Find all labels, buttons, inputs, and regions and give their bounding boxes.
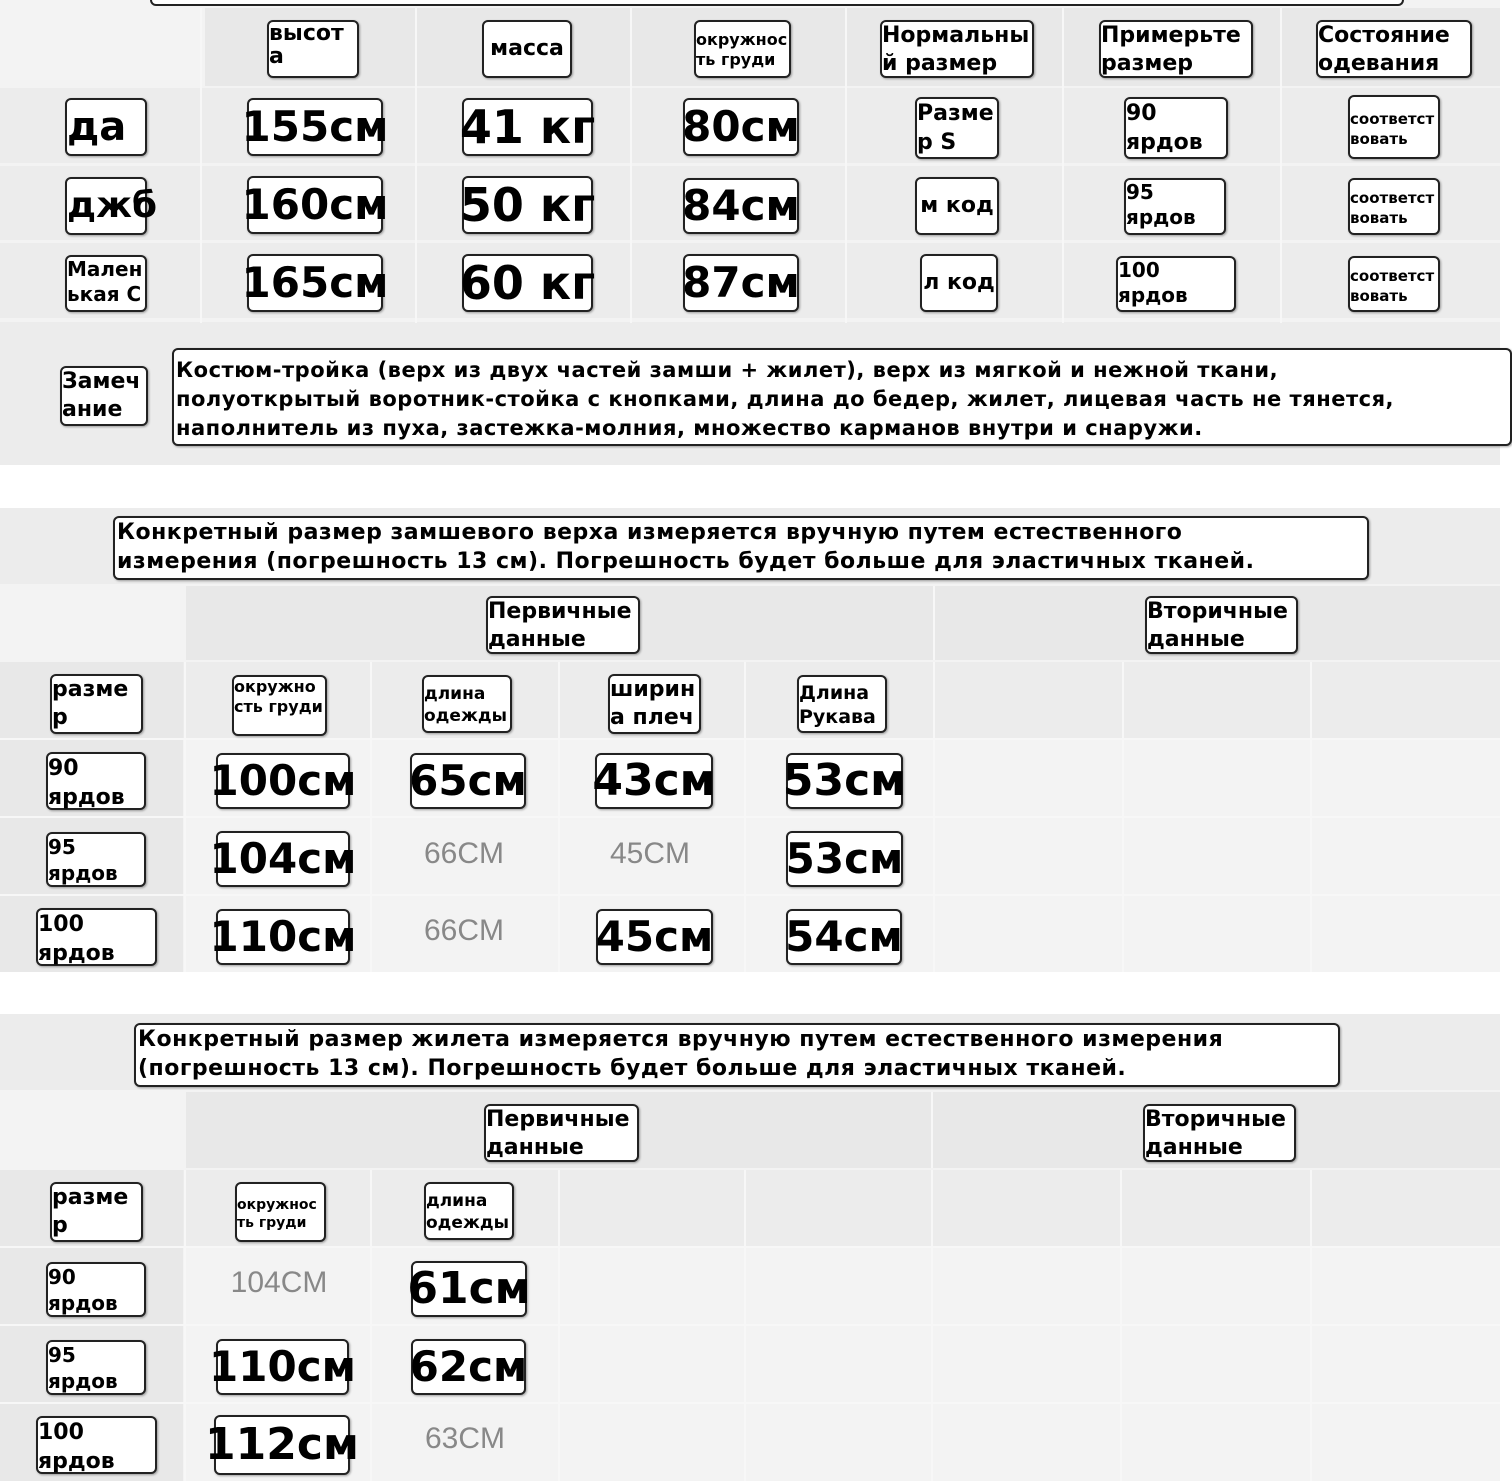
t2-row-divider xyxy=(0,738,1500,740)
header-sleeve: Длина Рукава xyxy=(797,675,887,733)
t1-divider xyxy=(845,8,847,323)
height-value: 165см xyxy=(247,254,383,312)
t1-divider xyxy=(415,8,417,323)
weight-value: 50 кг xyxy=(459,178,596,232)
primary-data-label: Первичные данные xyxy=(486,596,640,654)
table2-note xyxy=(113,516,1369,580)
size-value: 95 ярдов xyxy=(46,832,146,887)
table3-note xyxy=(134,1023,1340,1087)
header-weight: масса xyxy=(482,20,572,78)
length-value: 66CM xyxy=(423,837,505,870)
normal-size-value: л код xyxy=(920,254,998,312)
t3-divider xyxy=(931,1092,933,1168)
header-chest: окружность груди xyxy=(235,1182,326,1242)
weight-value: 41 кг xyxy=(459,100,596,154)
header-chest: окружность груди xyxy=(232,675,327,736)
length-value: 65см xyxy=(410,753,526,809)
t2-divider xyxy=(933,586,935,660)
note-line: Конкретный размер жилета измеряется вручную путем естественного измерения xyxy=(138,1027,1224,1052)
table2-header-row-bg xyxy=(0,662,1500,738)
secondary-data-label: Вторичные данные xyxy=(1145,596,1298,654)
header-length: длина одежды xyxy=(424,1182,514,1240)
sleeve-value: 53см xyxy=(786,831,903,887)
t1-divider xyxy=(1280,8,1282,323)
header-fit: Состояние одевания xyxy=(1316,20,1472,78)
weight-value: 60 кг xyxy=(459,256,596,310)
row-label: джб xyxy=(65,177,147,235)
size-value: 90 ярдов xyxy=(46,752,146,810)
height-value: 160см xyxy=(247,176,383,234)
t2-row-divider xyxy=(0,894,1500,896)
size-value: 95 ярдов xyxy=(46,1340,146,1395)
chest-value: 104CM xyxy=(230,1266,328,1299)
length-value: 66CM xyxy=(423,914,505,947)
chest-value: 80см xyxy=(683,98,799,156)
shoulder-value: 45CM xyxy=(609,837,691,870)
header-normal-size: Нормальный размер xyxy=(880,20,1034,78)
t3-row-divider xyxy=(0,1402,1500,1404)
t3-row-divider xyxy=(0,1246,1500,1248)
shoulder-value: 45см xyxy=(596,909,713,965)
t1-divider xyxy=(630,8,632,323)
row-label: да xyxy=(65,98,147,156)
row-label: Маленькая С xyxy=(65,255,147,312)
note-line: Конкретный размер замшевого верха измеряется вручную путем естественного xyxy=(117,520,1183,545)
chest-value: 100см xyxy=(216,753,350,809)
table2-group-header-bg xyxy=(186,586,1500,660)
sleeve-value: 53см xyxy=(786,753,903,809)
remark-line: Костюм-тройка (верх из двух частей замши + жилет), верх из мягкой и нежной ткани, xyxy=(176,358,1279,382)
try-size-value: 90 ярдов xyxy=(1124,97,1228,159)
length-value: 63CM xyxy=(424,1422,506,1455)
fit-value: соответствовать xyxy=(1348,95,1440,159)
table1-header-row-bg xyxy=(205,8,1500,86)
chest-value: 104см xyxy=(216,831,350,887)
t2-row-divider xyxy=(0,816,1500,818)
fit-value: соответствовать xyxy=(1348,256,1440,312)
fit-value: соответствовать xyxy=(1348,178,1440,235)
chest-value: 110см xyxy=(216,909,350,965)
header-chest: окружность груди xyxy=(694,20,791,78)
length-value: 61см xyxy=(411,1261,527,1317)
note-line: (погрешность 13 см). Погрешность будет больше для эластичных тканей. xyxy=(138,1056,1127,1081)
t1-divider xyxy=(200,8,202,323)
header-length: длина одежды xyxy=(422,675,512,733)
size-value: 90 ярдов xyxy=(46,1262,146,1317)
chest-value: 110см xyxy=(216,1339,349,1395)
t1-divider xyxy=(1062,8,1064,323)
secondary-data-label: Вторичные данные xyxy=(1143,1104,1296,1162)
sleeve-value: 54см xyxy=(786,909,902,965)
normal-size-value: м код xyxy=(915,177,999,235)
table3-header-row-bg xyxy=(0,1170,1500,1246)
chest-value: 87см xyxy=(683,254,799,312)
table3-group-header-bg xyxy=(186,1092,1500,1168)
try-size-value: 95 ярдов xyxy=(1124,178,1226,235)
remark-line: полуоткрытый воротник-стойка с кнопками, длина до бедер, жилет, лицевая часть не тянется, xyxy=(176,387,1395,411)
remark-label: Замечание xyxy=(60,366,148,426)
length-value: 62см xyxy=(411,1339,526,1395)
chest-value: 84см xyxy=(683,178,799,234)
header-size: размер xyxy=(50,1182,143,1242)
chest-value: 112см xyxy=(214,1415,350,1475)
try-size-value: 100 ярдов xyxy=(1116,256,1236,312)
primary-data-label: Первичные данные xyxy=(484,1104,639,1162)
t3-row-divider xyxy=(0,1324,1500,1326)
header-size: размер xyxy=(50,674,143,734)
header-try-size: Примерьте размер xyxy=(1099,20,1253,78)
size-value: 100 ярдов xyxy=(36,908,157,966)
size-value: 100 ярдов xyxy=(36,1416,157,1474)
remark-text xyxy=(172,348,1512,446)
table1-top-bar xyxy=(150,0,1404,6)
note-line: измерения (погрешность 13 см). Погрешность будет больше для эластичных тканей. xyxy=(117,549,1255,574)
shoulder-value: 43см xyxy=(595,753,713,809)
header-height: высота xyxy=(267,20,359,78)
height-value: 155см xyxy=(247,98,383,156)
normal-size-value: Размер S xyxy=(915,97,999,159)
header-shoulder: ширина плеч xyxy=(608,674,701,734)
remark-line: наполнитель из пуха, застежка-молния, множество карманов внутри и снаружи. xyxy=(176,416,1203,440)
